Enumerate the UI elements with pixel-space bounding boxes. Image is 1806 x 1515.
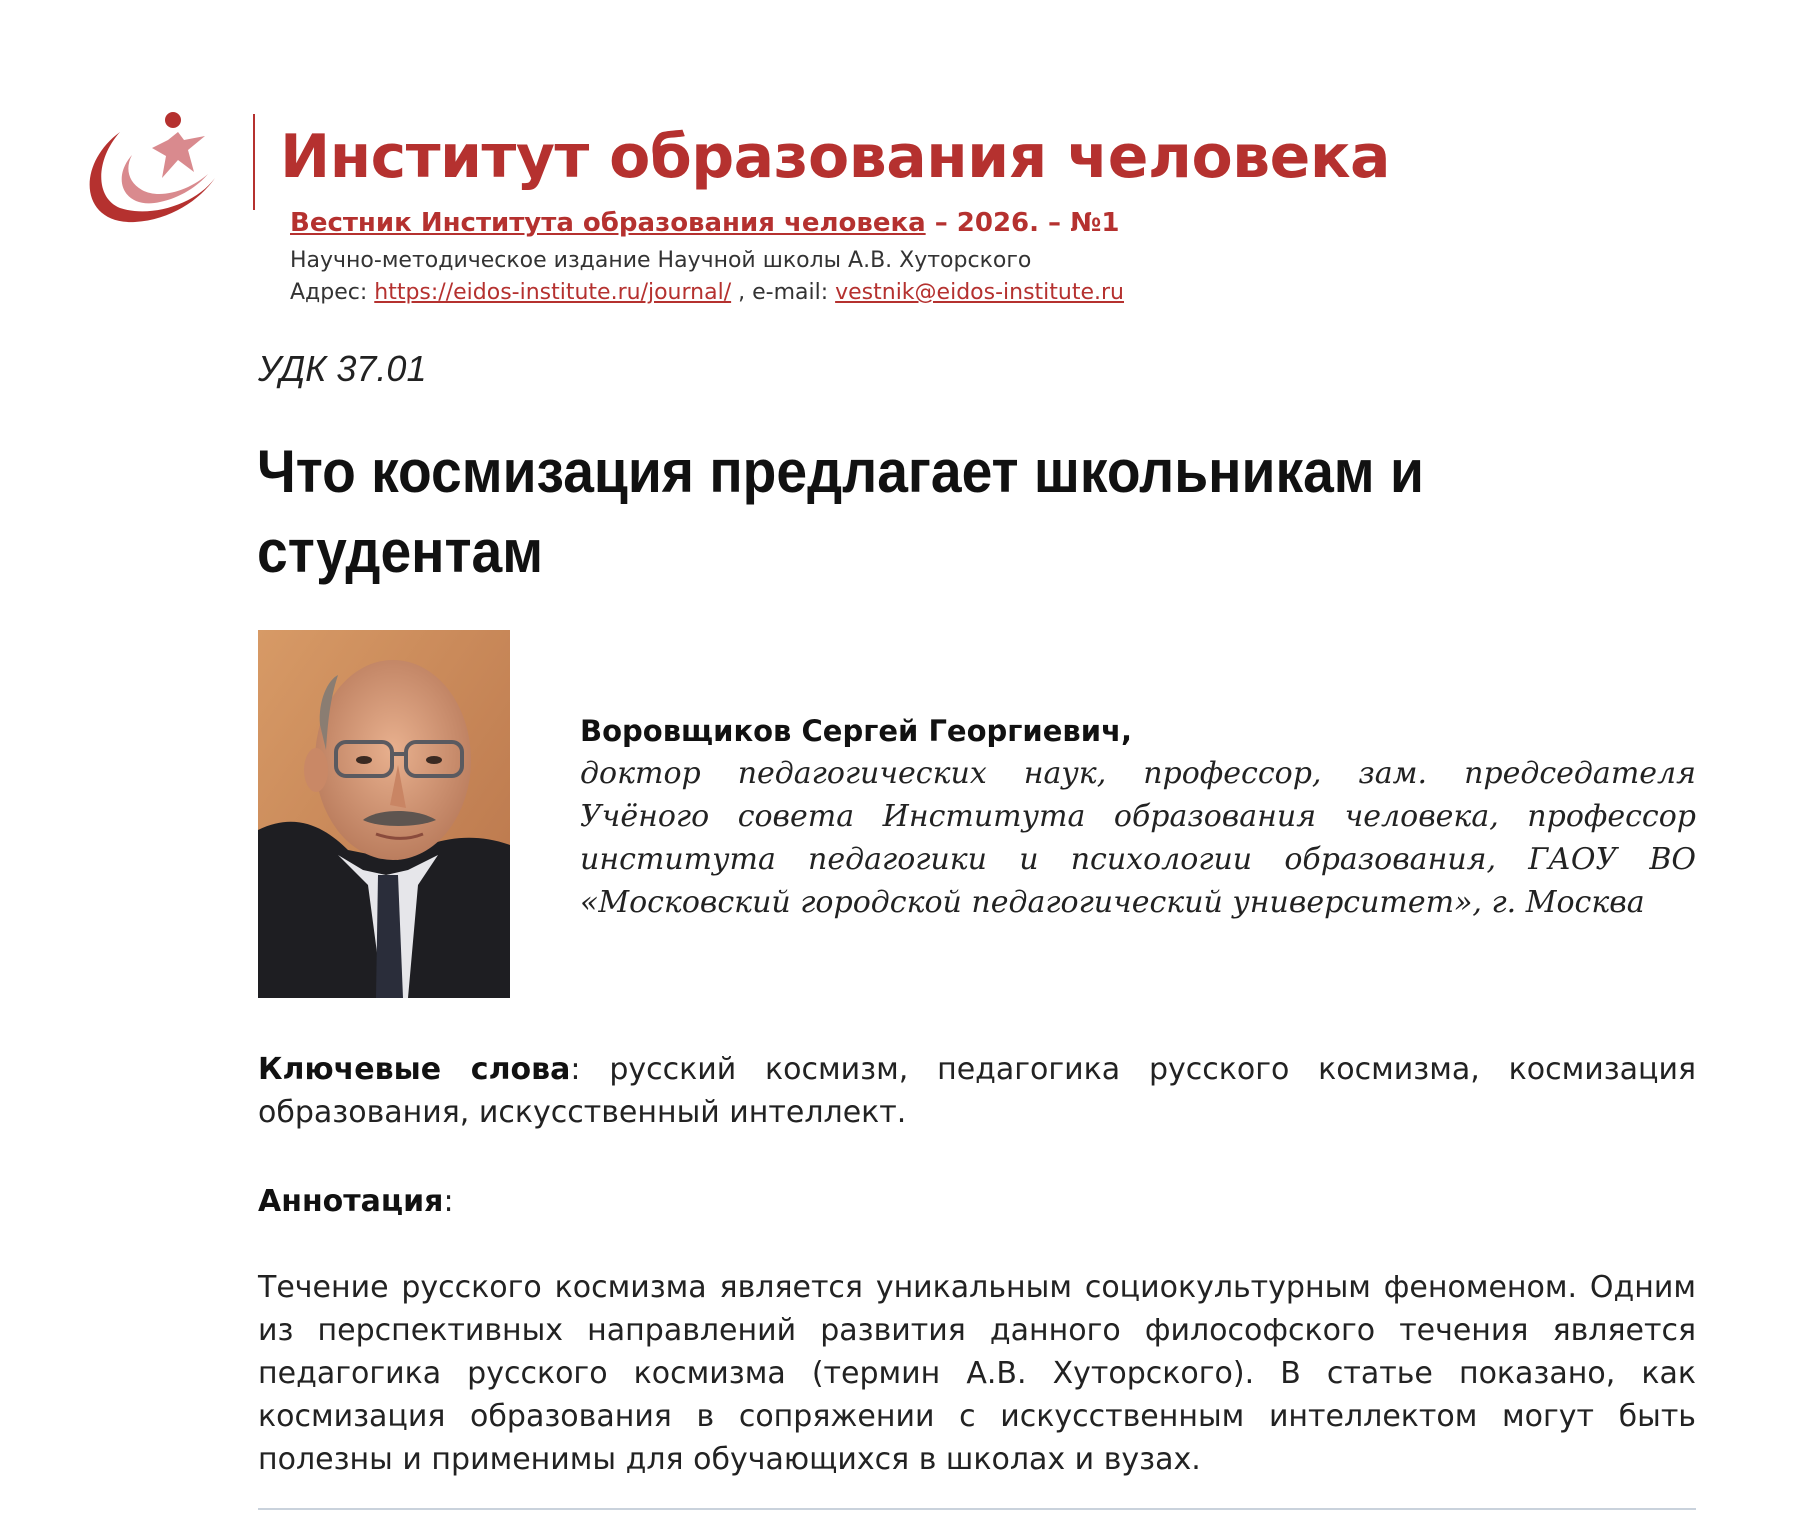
header-divider (253, 114, 255, 210)
journal-issue: – 2026. – №1 (925, 208, 1120, 238)
institute-title: Институт образования человека (280, 122, 1391, 192)
journal-link[interactable]: Вестник Института образования человека (290, 208, 926, 238)
author-affiliation: доктор педагогических наук, профессор, зам. председателя Учёного совета Института образования человека, профессор института педагогики и психологии образования, ГАОУ ВО «Московский городской педагогический университет», г. Москва (580, 756, 1696, 920)
institute-logo-icon (80, 110, 235, 235)
author-name: Воровщиков Сергей Георгиевич, (580, 714, 1133, 748)
email-label: , e-mail: (731, 280, 836, 305)
journal-header (80, 110, 1391, 320)
annotation-text: Течение русского космизма является уникальным социокультурным феноменом. Одним из перспективных направлений развития данного философского течения является педагогика русского космизма (термин А.В. Хуторского). В статье показано, как космизация образования в сопряжении с искусственным интеллектом могут быть полезны и применимы для обучающихся в школах и вузах. (258, 1270, 1696, 1477)
journal-subtitle: Научно-методическое издание Научной школы А.В. Хуторского (290, 248, 1032, 273)
article-title: Что космизация предлагает школьникам и студентам (257, 438, 1424, 585)
udk-code: УДК 37.01 (258, 348, 427, 389)
author-block (580, 710, 1696, 924)
journal-url-link[interactable]: https://eidos-institute.ru/journal/ (374, 280, 732, 305)
keywords-paragraph (258, 1048, 1696, 1134)
email-link[interactable]: vestnik@eidos-institute.ru (835, 280, 1124, 305)
address-label: Адрес: (290, 280, 375, 305)
author-photo (258, 630, 510, 998)
address-line (290, 280, 1124, 305)
annotation-heading (258, 1180, 454, 1223)
keywords-text: русский космизм, педагогика русского космизма, космизация образования, искусственный интеллект. (258, 1052, 1696, 1130)
bottom-divider (258, 1508, 1696, 1510)
annotation-label: Аннотация (258, 1184, 444, 1219)
journal-line (290, 208, 1119, 238)
keywords-separator: : (570, 1052, 610, 1087)
annotation-colon: : (443, 1184, 454, 1219)
keywords-label: Ключевые слова (258, 1052, 571, 1087)
